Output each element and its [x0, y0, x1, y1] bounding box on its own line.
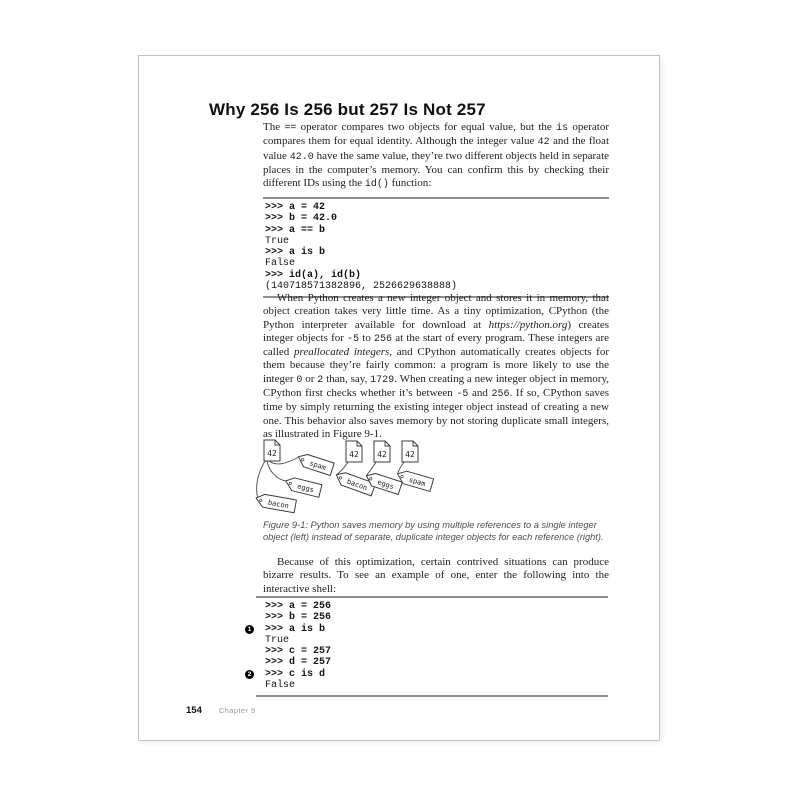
- text-segment: at the start of every program. These integers are called: [263, 331, 609, 359]
- integer-value-label: 42: [267, 449, 277, 458]
- text-segment: and: [468, 387, 492, 400]
- text-segment: preallocated integers: [293, 346, 390, 359]
- code-line: [263, 225, 609, 236]
- text-segment: . If so, CPython saves time by simply returning the existing integer object instead of creating a new one. This behavior also saves memory by not storing duplicate small integers, as illustrated in Figure 9-1.: [263, 387, 609, 440]
- text-segment: operator compares them for equal identity. Although the integer value: [263, 121, 609, 148]
- code-line: [256, 601, 608, 612]
- code-text: >>> b = 42.0: [265, 213, 338, 225]
- text-segment: When Python creates a new integer object and stores it in memory, that object creation takes very little time. As a tiny optimization, CPython (the Python interpreter available for download at: [263, 292, 609, 331]
- integer-object-icon: [374, 441, 390, 462]
- code-text: >>> a == b: [265, 224, 326, 236]
- text-segment: id(): [364, 179, 389, 191]
- text-segment: 1729: [370, 374, 395, 386]
- reference-tag-spam: [296, 452, 334, 475]
- code-text: >>> d = 257: [265, 657, 332, 669]
- tag-label: spam: [308, 459, 327, 473]
- reference-line: [257, 461, 265, 497]
- figure-9-1-diagram: [255, 437, 605, 521]
- reference-tag-spam: [395, 469, 433, 491]
- code-line: [263, 213, 609, 224]
- code-line: [256, 657, 608, 668]
- code-text: >>> a is b: [265, 247, 326, 259]
- text-segment: and the float value: [263, 135, 609, 162]
- text-segment: 256: [374, 333, 393, 345]
- code-text: False: [265, 258, 296, 270]
- section-heading: Why 256 Is 256 but 257 Is Not 257: [209, 100, 486, 119]
- text-segment: -5: [456, 389, 469, 401]
- text-segment: Because of this optimization, certain contrived situations can produce bizarre results. To see an example of one, enter the following into the interactive shell:: [263, 556, 609, 595]
- text-segment: -5: [347, 333, 360, 345]
- code-listing-1: [263, 197, 609, 298]
- text-segment: 0: [296, 374, 303, 386]
- figure-9-1: [255, 437, 605, 521]
- page-number: 154: [186, 705, 202, 716]
- code-text: False: [265, 680, 296, 692]
- text-segment: is: [556, 123, 569, 134]
- tag-label: spam: [407, 475, 427, 489]
- code-line: [247, 668, 608, 680]
- reference-tag-eggs: [284, 476, 322, 497]
- tag-label: eggs: [376, 478, 395, 492]
- code-text: >>> c is d: [265, 668, 326, 680]
- text-segment: 2: [317, 374, 324, 386]
- code-annotation-marker: 1: [245, 625, 254, 634]
- code-annotation-marker: 2: [245, 670, 254, 679]
- text-segment: 256: [491, 389, 510, 401]
- code-line: [263, 247, 609, 258]
- reference-tag-bacon: [334, 470, 376, 496]
- code-text: >>> id(a), id(b): [265, 269, 362, 281]
- integer-object-icon: [402, 441, 418, 462]
- code-line: [263, 258, 609, 269]
- code-line: [256, 646, 608, 657]
- text-segment: ==: [284, 123, 297, 134]
- code-line: [263, 270, 609, 281]
- text-segment: operator compares two objects for equal value, but the: [296, 121, 557, 133]
- code-line: [263, 281, 609, 292]
- integer-object-icon: [346, 441, 362, 462]
- figure-caption: Figure 9-1: Python saves memory by using multiple references to a single integer object (left) instead of separate, duplicate integer objects for each reference (right).: [263, 520, 604, 542]
- code-text: >>> a is b: [265, 623, 326, 635]
- integer-value-label: 42: [377, 450, 387, 459]
- code-listing-2: [247, 596, 608, 697]
- body-paragraph-3: [263, 556, 609, 596]
- text-segment: or: [302, 372, 318, 385]
- integer-value-label: 42: [405, 450, 415, 459]
- text-segment: The: [263, 121, 285, 133]
- reference-tag-bacon: [255, 493, 296, 513]
- integer-object-icon: [264, 440, 280, 461]
- text-segment: . When creating a new integer object in memory, CPython first checks whether it’s between: [263, 372, 609, 400]
- text-segment: , and CPython automatically creates objects for them because they’re fairly common: a program is more likely to use the integer: [263, 346, 609, 385]
- text-segment: ) creates integer objects for: [263, 318, 609, 344]
- text-segment: https://python.org: [488, 318, 568, 331]
- text-segment: have the same value, they’re two different objects held in separate places in the computer’s memory. You can confirm this by checking their different IDs using the: [263, 149, 610, 190]
- code-text: >>> c = 257: [265, 646, 332, 658]
- text-segment: than, say,: [323, 372, 371, 385]
- page-footer: [186, 705, 255, 716]
- code-line: [256, 680, 608, 691]
- code-text: >>> a = 42: [265, 202, 326, 213]
- code-text: (140718571382896, 2526629638888): [265, 281, 458, 293]
- tag-label: bacon: [345, 477, 369, 493]
- figure-right-group: [334, 441, 434, 496]
- text-segment: 42.0: [289, 151, 314, 163]
- code-line: [256, 612, 608, 623]
- chapter-label: Chapter 9: [218, 706, 256, 715]
- code-line: [263, 236, 609, 247]
- text-segment: to: [359, 331, 375, 344]
- code-text: True: [265, 634, 290, 646]
- body-paragraph-2: [263, 292, 609, 441]
- text-segment: 42: [537, 137, 550, 149]
- integer-value-label: 42: [349, 450, 359, 459]
- code-text: >>> b = 256: [265, 612, 332, 624]
- tag-label: bacon: [267, 498, 290, 511]
- code-text: True: [265, 235, 290, 247]
- body-paragraph-1: [263, 121, 609, 191]
- text-segment: function:: [388, 177, 432, 190]
- tag-label: eggs: [296, 482, 315, 495]
- code-text: >>> a = 256: [265, 601, 332, 612]
- code-line: [263, 202, 609, 213]
- figure-left-group: [255, 440, 334, 513]
- code-line: [256, 635, 608, 646]
- code-line: [247, 623, 608, 635]
- book-page: [138, 55, 660, 741]
